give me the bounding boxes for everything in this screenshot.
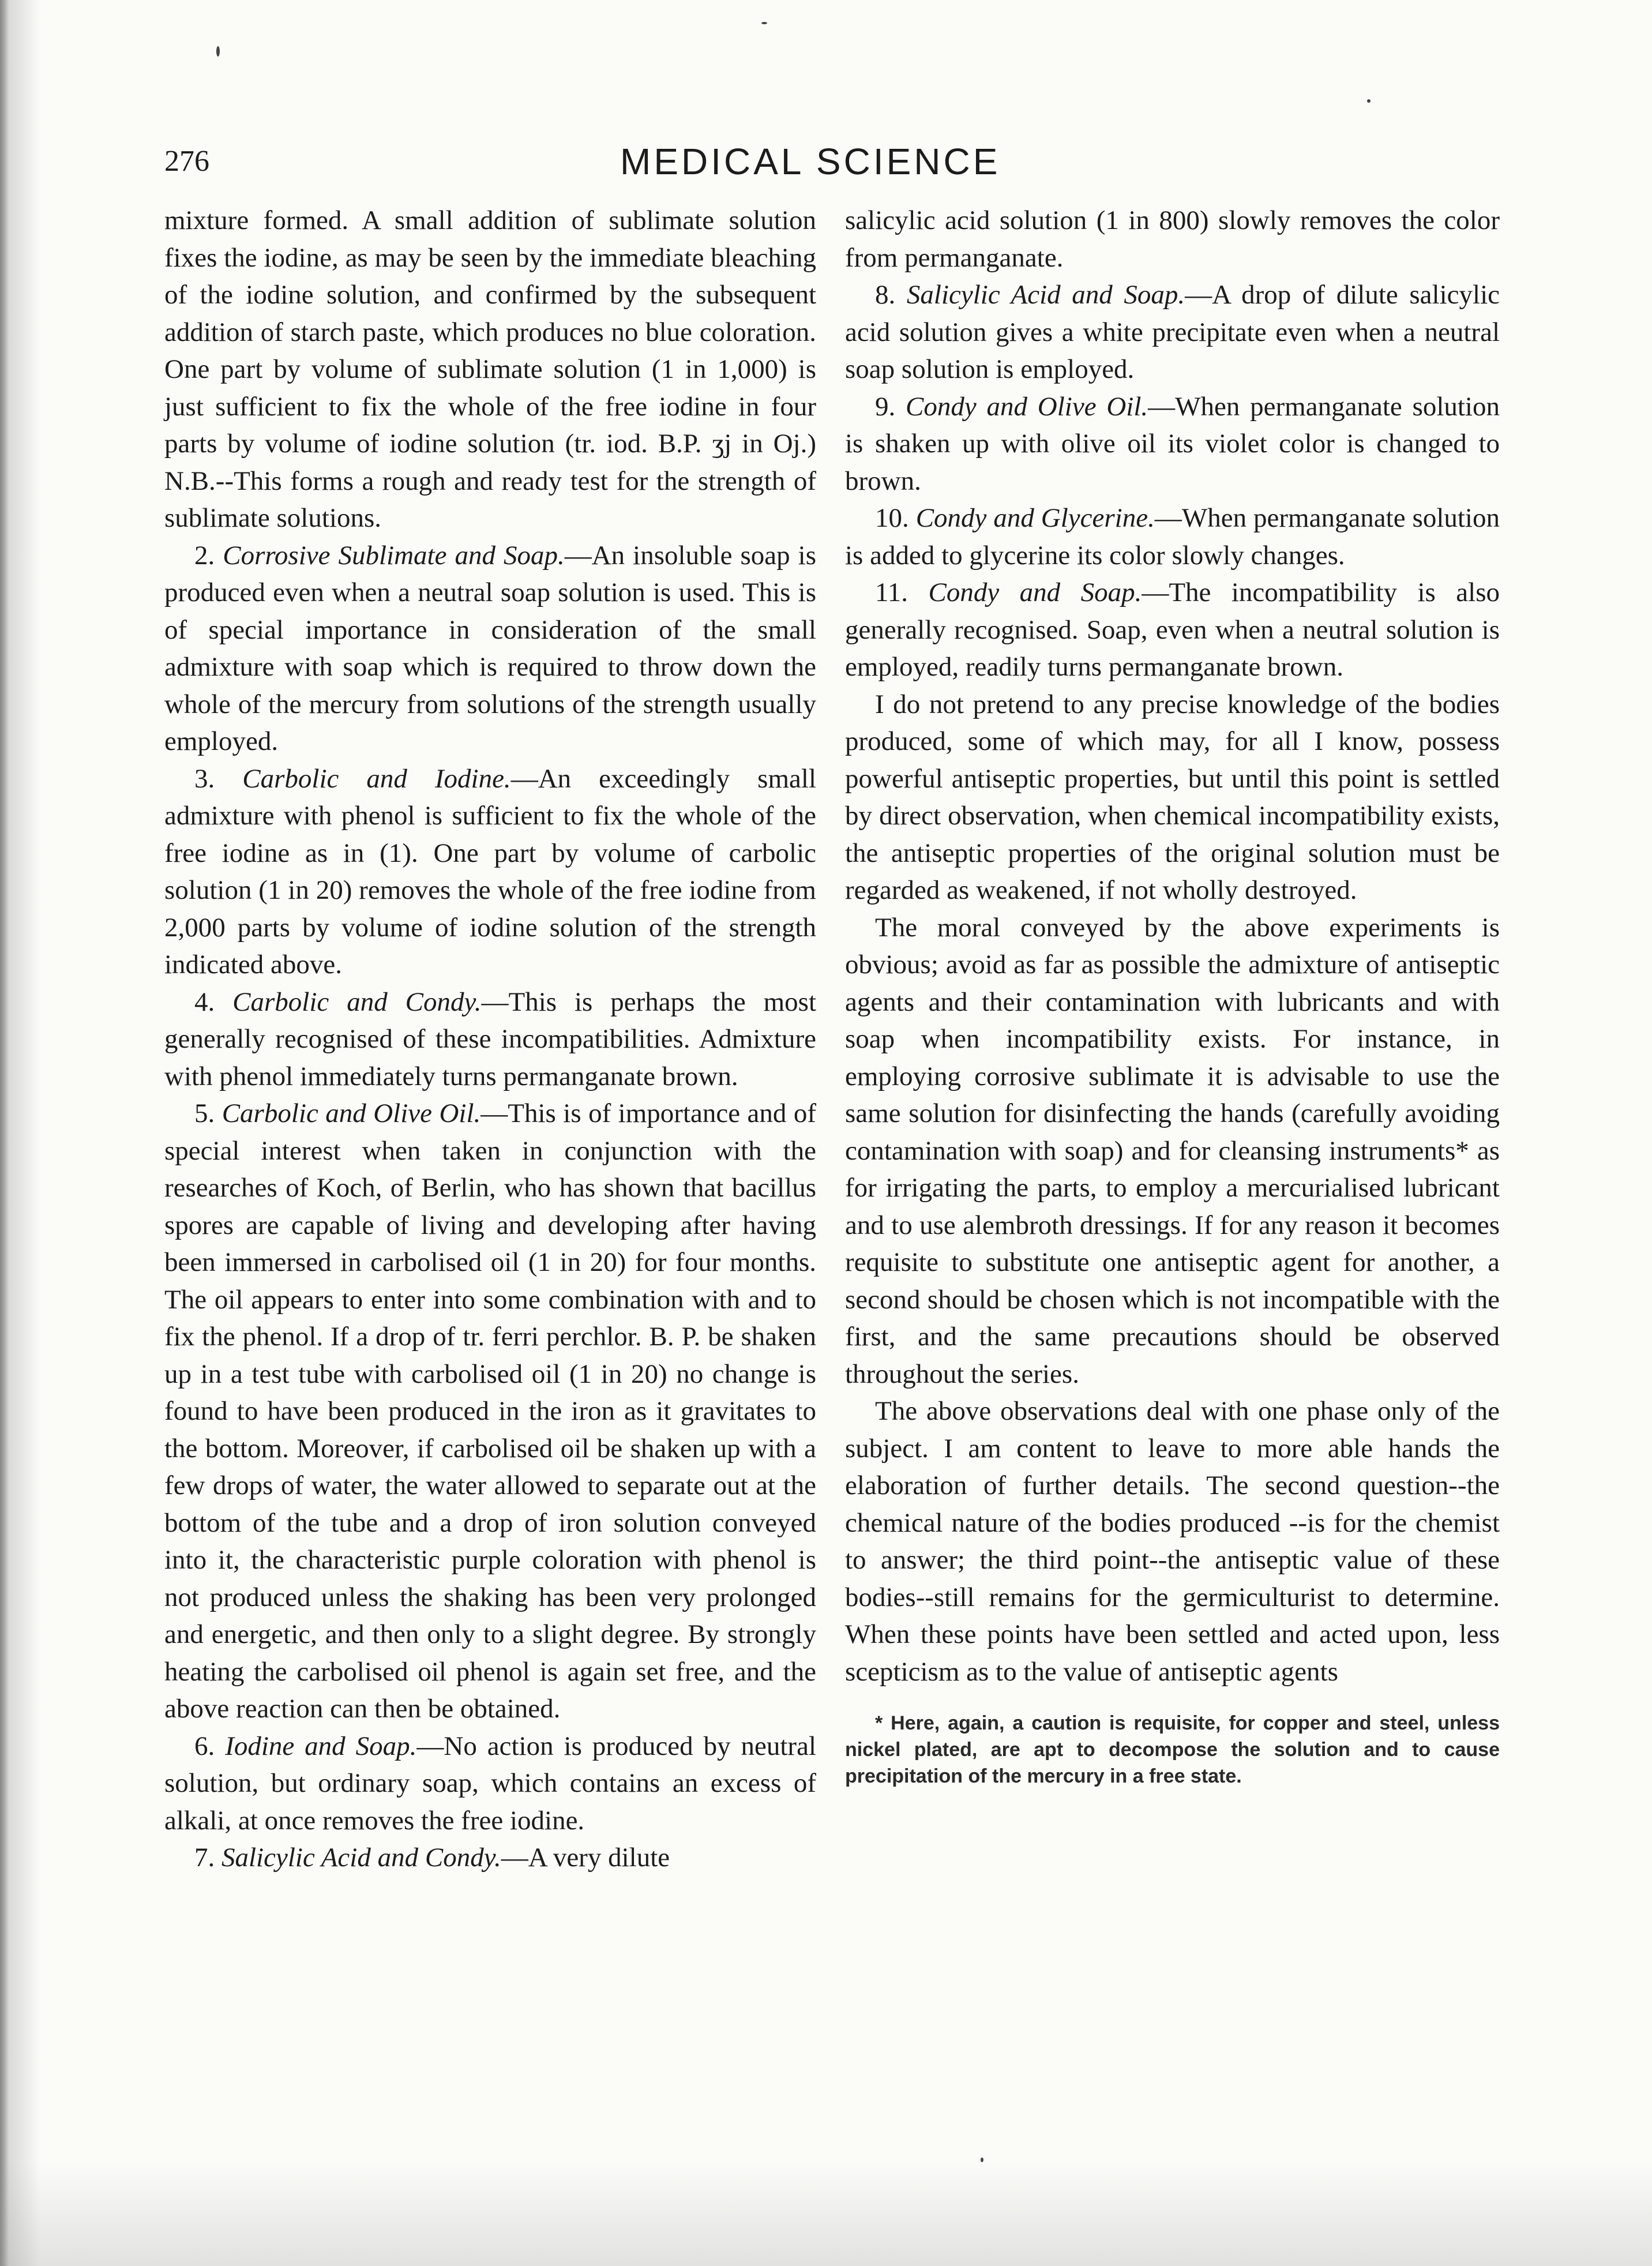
section-number: 5. xyxy=(194,1098,215,1128)
page-number: 276 xyxy=(164,145,209,178)
section-7 xyxy=(164,1839,816,1877)
section-body: —A very dilute xyxy=(501,1843,670,1873)
section-body: —The incompatibility is also generally recognised. Soap, even when a neutral solution is employed, readily turns permanganate brown. xyxy=(845,577,1500,682)
section-body: —No action is produced by neutral solution, but ordinary soap, which contains an excess of alkali, at once removes the free iodine. xyxy=(164,1731,817,1836)
scan-speck xyxy=(1367,99,1371,103)
paragraph-above-observations: The above observations deal with one phase only of the subject. I am content to leave to more able hands the elaboration of further details. The second question--the chemical nature of the bodies produced --is for the chemist to answer; the third point--the antiseptic value of these bodies--still remains for the germiculturist to determine. When these points have been settled and acted upon, less scepticism as to the value of antiseptic agents xyxy=(845,1396,1500,1687)
section-6 xyxy=(164,1728,816,1840)
section-number: 4. xyxy=(194,986,215,1017)
section-title: Corrosive Sublimate and Soap. xyxy=(223,540,565,571)
section-title: Condy and Olive Oil. xyxy=(906,391,1148,422)
running-head xyxy=(164,138,1594,185)
section-number: 11. xyxy=(875,577,908,607)
section-body: —When permanganate solution is shaken up with olive oil its violet color is changed to brown. xyxy=(845,391,1500,496)
paragraph-moral: The moral conveyed by the above experiments is obvious; avoid as far as possible the admixture of antiseptic agents and their contamination with lubricants and with soap when incompatibility exists. For instance, in employing corrosive sublimate it is advisable to use the same solution for disinfecting the hands (carefully avoiding contamination with soap) and for cleansing instruments* as for irrigating the parts, to employ a mercurialised lubricant and to use alembroth dressings. If for any reason it becomes requisite to substitute one antiseptic agent for another, a second should be chosen which is not incompatible with the first, and the same precautions should be observed throughout the series. xyxy=(845,912,1500,1389)
section-title: Salicylic Acid and Soap. xyxy=(906,280,1185,310)
scan-speck xyxy=(216,46,220,57)
section-body: —A drop of dilute salicylic acid solution gives a white precipitate even when a neutral soap solution is employed. xyxy=(845,280,1500,384)
section-body: —This is perhaps the most generally recognised of these incompatibilities. Admixture with phenol immediately turns permanganate brown. xyxy=(164,986,817,1091)
paragraph-precise-knowledge: I do not pretend to any precise knowledge of the bodies produced, some of which may, for all I know, possess powerful antiseptic properties, but until this point is settled by direct observation, when chemical incompatibility exists, the antiseptic properties of the original solution must be regarded as weakened, if not wholly destroyed. xyxy=(845,689,1500,905)
paragraph-intro: mixture formed. A small addition of sublimate solution fixes the iodine, as may be seen by the immediate bleaching of the iodine solution, and confirmed by the subsequent addition of starch paste, which produces no blue coloration. One part by volume of sublimate solution (1 in 1,000) is just sufficient to fix the whole of the free iodine in four parts by volume of iodine solution (tr. iod. B.P. ʒj in Oj.) N.B.--This forms a rough and ready test for the strength of sublimate solutions. xyxy=(164,205,816,533)
section-body: —When permanganate solution is added to glycerine its color slowly changes. xyxy=(845,503,1500,571)
section-title: Condy and Glycerine. xyxy=(915,503,1155,533)
left-column xyxy=(164,202,816,1877)
section-number: 7. xyxy=(194,1843,215,1873)
section-number: 6. xyxy=(194,1731,215,1761)
section-title: Carbolic and Condy. xyxy=(232,986,482,1017)
section-2 xyxy=(164,537,816,760)
section-title: Iodine and Soap. xyxy=(225,1731,417,1761)
footnote: * Here, again, a caution is requisite, for copper and steel, unless nickel plated, are apt to decompose the solution and to cause precipitation of the mercury in a free state. xyxy=(845,1712,1500,1787)
section-title: Carbolic and Olive Oil. xyxy=(221,1098,481,1128)
journal-title: MEDICAL SCIENCE xyxy=(620,141,1001,182)
section-3 xyxy=(164,760,816,984)
section-body: —An insoluble soap is produced even when a neutral soap solution is used. This is of special importance in consideration of the small admixture with soap which is required to throw down the whole of the mercury from solutions of the strength usually employed. xyxy=(164,540,816,756)
section-title: Salicylic Acid and Condy. xyxy=(221,1843,501,1873)
section-10 xyxy=(845,500,1500,574)
section-title: Condy and Soap. xyxy=(928,577,1142,607)
right-column xyxy=(845,202,1500,1789)
section-9 xyxy=(845,388,1500,500)
section-8 xyxy=(845,276,1500,388)
section-4 xyxy=(164,984,816,1096)
section-number: 9. xyxy=(875,391,896,422)
section-body: —This is of importance and of special interest when taken in conjunction with the researches of Koch, of Berlin, who has shown that bacillus spores are capable of living and developing after having been immersed in carbolised oil (1 in 20) for four months. The oil appears to enter into some combination with and to fix the phenol. If a drop of tr. ferri perchlor. B. P. be shaken up in a test tube with carbolised oil (1 in 20) no change is found to have been produced in the iron as it gravitates to the bottom. Moreover, if carbolised oil be shaken up with a few drops of water, the water allowed to separate out at the bottom of the tube and a drop of iron solution conveyed into it, the characteristic purple coloration with phenol is not produced unless the shaking has been very prolonged and energetic, and then only to a slight degree. By strongly heating the carbolised oil phenol is again set free, and the above reaction can then be obtained. xyxy=(164,1098,816,1724)
scan-speck xyxy=(761,22,767,24)
scan-edge-shadow xyxy=(0,0,40,2266)
section-body: —An exceedingly small admixture with phenol is sufficient to fix the whole of the free iodine as in (1). One part by volume of carbolic solution (1 in 20) removes the whole of the free iodine from 2,000 parts by volume of iodine solution of the strength indicated above. xyxy=(164,763,817,980)
section-number: 10. xyxy=(875,503,909,533)
section-number: 2. xyxy=(194,540,215,571)
scan-speck xyxy=(981,2158,983,2162)
section-number: 3. xyxy=(194,763,215,794)
scan-bottom-shadow xyxy=(0,2162,1652,2266)
section-11 xyxy=(845,574,1500,686)
paragraph-continuation: salicylic acid solution (1 in 800) slowly removes the color from permanganate. xyxy=(845,205,1500,273)
section-5 xyxy=(164,1095,816,1728)
section-number: 8. xyxy=(875,280,896,310)
section-title: Carbolic and Iodine. xyxy=(242,763,511,794)
